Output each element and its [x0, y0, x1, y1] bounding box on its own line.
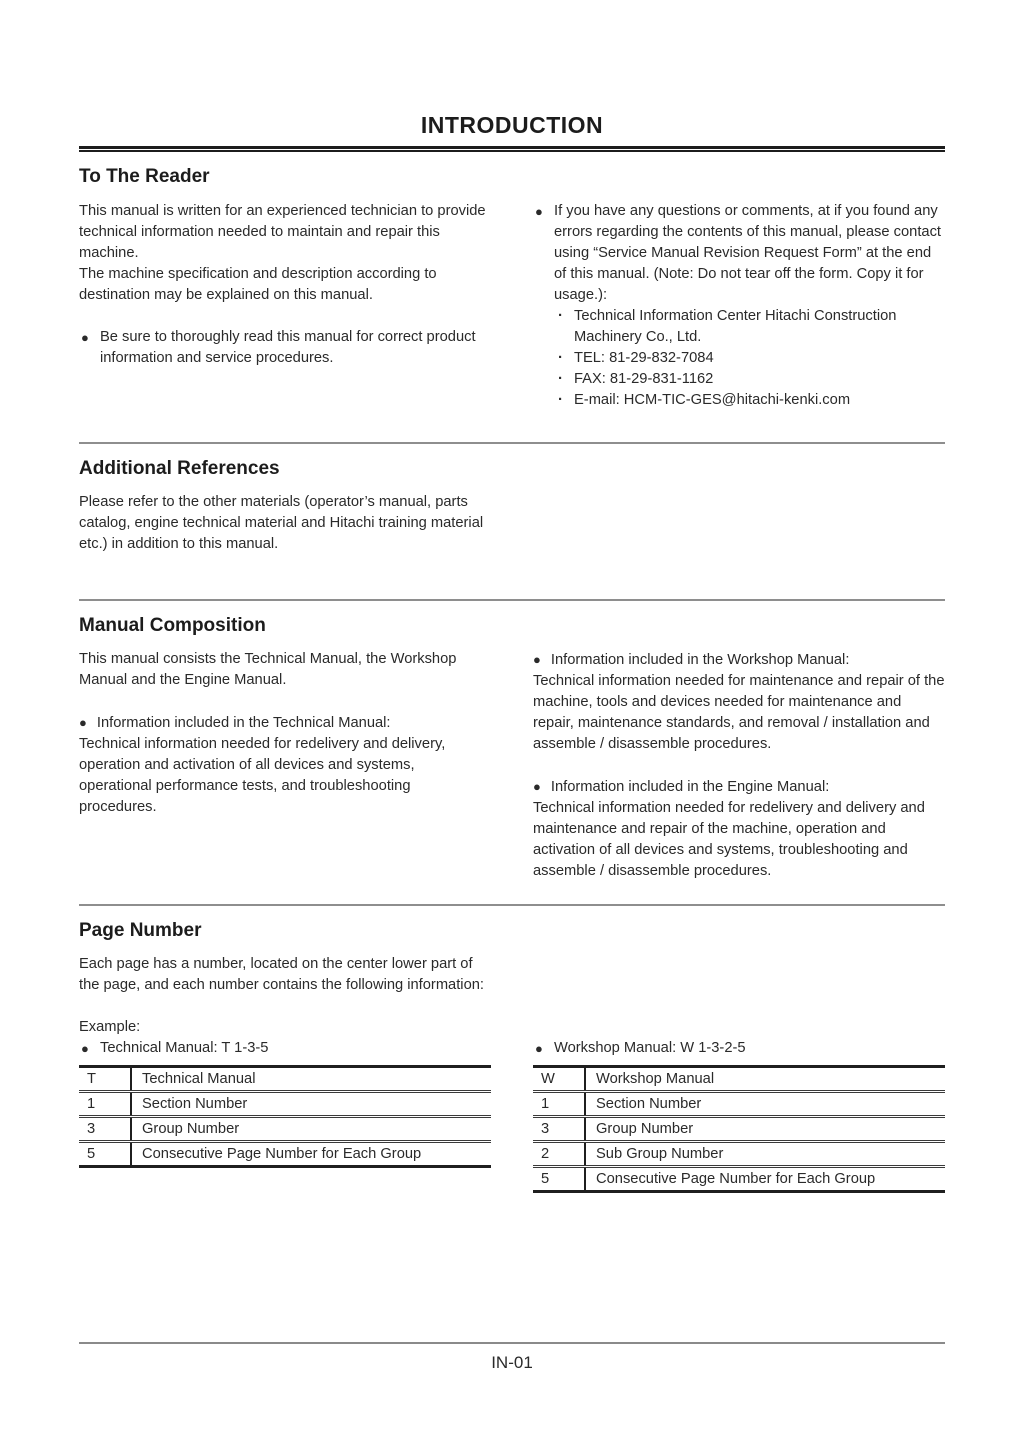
bullet-icon: ● — [533, 652, 541, 667]
section-heading-manual-composition: Manual Composition — [79, 615, 266, 636]
bullet-text: If you have any questions or comments, at if you found any errors regarding the contents of this manual, please contact using “Service Manual Revision Request Form” at the end of this manual. (Note: Do not tear off the form. Copy it for usage.): — [554, 203, 941, 303]
additional-references-columns — [79, 492, 945, 555]
bullet-item — [79, 712, 491, 734]
meaning-cell: Sub Group Number — [585, 1142, 945, 1167]
page-number-intro-left — [79, 954, 491, 1038]
bullet-icon: ● — [535, 204, 543, 219]
bullet-icon: ● — [535, 1041, 543, 1056]
footer-page-number: IN-01 — [491, 1353, 533, 1372]
bullet-icon: ● — [81, 1041, 89, 1056]
bullet-text: Technical Manual: T 1-3-5 — [100, 1040, 269, 1056]
page-title: INTRODUCTION — [420, 112, 604, 138]
list-item — [557, 390, 945, 411]
code-cell: 3 — [533, 1117, 585, 1142]
page-number-intro-columns — [79, 954, 945, 1038]
section-heading-additional-references: Additional References — [79, 458, 280, 479]
bullet-item — [533, 1038, 945, 1059]
page-number-intro-right — [533, 954, 945, 1038]
code-cell: 1 — [79, 1092, 131, 1117]
bullet-text: Information included in the Engine Manual: — [550, 779, 830, 795]
list-item — [557, 348, 945, 369]
sub-item-text: FAX: 81-29-831-1162 — [574, 371, 714, 387]
meaning-cell: Technical Manual — [131, 1067, 491, 1092]
bullet-icon: ● — [79, 715, 87, 730]
small-dot-icon: · — [558, 349, 563, 366]
table-row — [79, 1067, 491, 1092]
table-row — [79, 1092, 491, 1117]
sub-item-text: E-mail: HCM-TIC-GES@hitachi-kenki.com — [574, 392, 851, 408]
code-cell: 5 — [533, 1167, 585, 1192]
code-cell: 1 — [533, 1092, 585, 1117]
paragraph: This manual is written for an experienced technician to provide technical information needed to maintain and repair this machine. — [79, 203, 486, 261]
example-label: Example: — [79, 1019, 141, 1035]
manual-composition-columns — [79, 649, 945, 882]
table-row — [79, 1117, 491, 1142]
small-dot-icon: · — [558, 370, 563, 387]
meaning-cell: Group Number — [585, 1117, 945, 1142]
bullet-text: Information included in the Workshop Manual: — [550, 652, 850, 668]
technical-page-number-table — [79, 1065, 491, 1168]
to-the-reader-right-column — [533, 201, 945, 411]
section-divider — [79, 599, 945, 601]
paragraph: This manual consists the Technical Manual, the Workshop Manual and the Engine Manual. — [79, 651, 457, 688]
list-item — [557, 369, 945, 390]
additional-references-left-column — [79, 492, 491, 555]
meaning-cell: Group Number — [131, 1117, 491, 1142]
bullet-icon: ● — [533, 779, 541, 794]
meaning-cell: Consecutive Page Number for Each Group — [142, 1146, 422, 1162]
meaning-cell: Consecutive Page Number for Each Group — [596, 1171, 876, 1187]
bullet-icon: ● — [81, 330, 89, 345]
section-divider — [79, 904, 945, 906]
page-footer — [79, 1342, 945, 1373]
small-dot-icon: · — [558, 391, 563, 408]
section-heading-to-the-reader: To The Reader — [79, 166, 210, 187]
additional-references-right-column — [533, 492, 945, 555]
paragraph: Technical information needed for redelivery and delivery and maintenance and repair of the machine, operation and activation of all devices and systems, troubleshooting and assemble / disassemble procedures. — [533, 800, 925, 879]
meaning-cell: Section Number — [131, 1092, 491, 1117]
page-number-example-columns — [79, 1038, 945, 1193]
code-cell: T — [79, 1067, 131, 1092]
manual-composition-left-column — [79, 649, 491, 882]
table-row — [533, 1117, 945, 1142]
contact-sub-list — [557, 306, 945, 411]
paragraph: The machine specification and description according to destination may be explained on this manual. — [79, 266, 437, 303]
list-item — [557, 306, 945, 348]
bullet-item — [533, 776, 945, 798]
table-row — [79, 1142, 491, 1167]
paragraph: Each page has a number, located on the center lower part of the page, and each number contains the following information: — [79, 956, 484, 993]
bullet-text: Be sure to thoroughly read this manual for correct product information and service procedures. — [100, 329, 476, 366]
bullet-text: Information included in the Technical Manual: — [96, 715, 391, 731]
paragraph: Technical information needed for redelivery and delivery, operation and activation of all devices and systems, operational performance tests, and troubleshooting procedures. — [79, 736, 446, 815]
bullet-item — [533, 201, 945, 411]
small-dot-icon: · — [558, 307, 563, 324]
sub-item-text: Technical Information Center Hitachi Construction Machinery Co., Ltd. — [574, 308, 897, 345]
workshop-page-number-table — [533, 1065, 945, 1193]
table-row — [533, 1142, 945, 1167]
table-row — [533, 1092, 945, 1117]
bullet-item — [533, 649, 945, 671]
to-the-reader-columns — [79, 201, 945, 411]
sub-item-text: TEL: 81-29-832-7084 — [574, 350, 714, 366]
table-row — [533, 1167, 945, 1192]
paragraph: Technical information needed for maintenance and repair of the machine, tools and devices needed for maintenance and repair, maintenance standards, and removal / installation and assemble / disassemble procedures. — [533, 673, 945, 752]
table-row — [533, 1067, 945, 1092]
code-cell: W — [533, 1067, 585, 1092]
bullet-item — [79, 327, 491, 369]
meaning-cell: Workshop Manual — [585, 1067, 945, 1092]
paragraph: Please refer to the other materials (operator’s manual, parts catalog, engine technical material and Hitachi training material etc.) in addition to this manual. — [79, 494, 484, 552]
code-cell: 3 — [79, 1117, 131, 1142]
meaning-cell: Section Number — [585, 1092, 945, 1117]
workshop-manual-example — [533, 1038, 945, 1193]
to-the-reader-left-column — [79, 201, 491, 411]
bullet-item — [79, 1038, 491, 1059]
technical-manual-example — [79, 1038, 491, 1193]
code-cell: 5 — [79, 1142, 131, 1167]
title-double-rule — [79, 146, 945, 152]
code-cell: 2 — [533, 1142, 585, 1167]
section-divider — [79, 442, 945, 444]
manual-composition-right-column — [533, 649, 945, 882]
section-heading-page-number: Page Number — [79, 920, 202, 941]
bullet-text: Workshop Manual: W 1-3-2-5 — [554, 1040, 746, 1056]
